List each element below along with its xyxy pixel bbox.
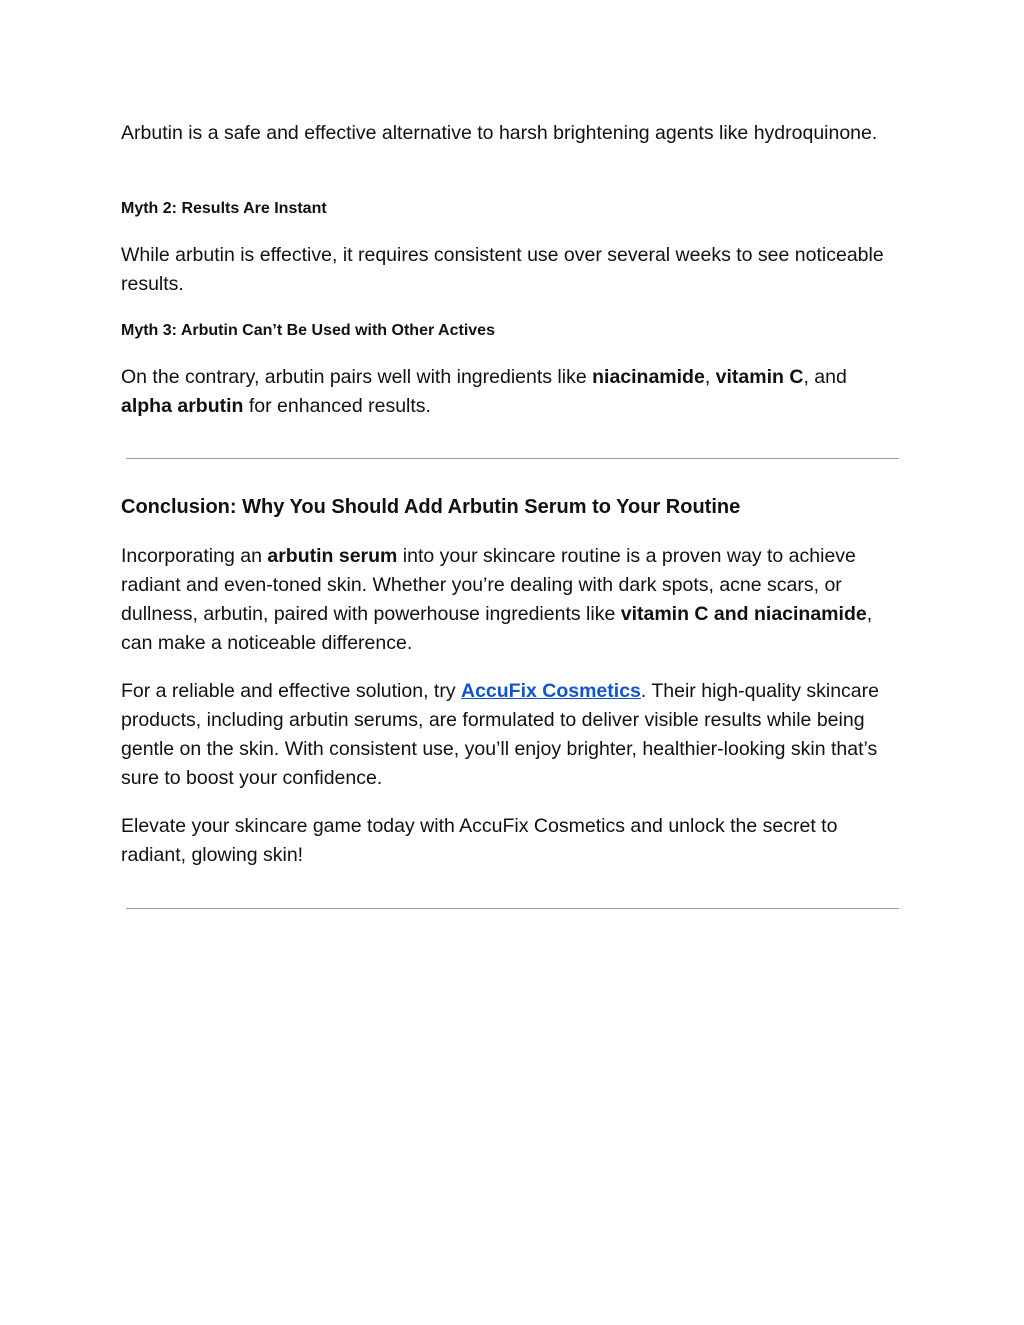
bold-alpha-arbutin: alpha arbutin [121, 395, 244, 417]
horizontal-rule [126, 908, 899, 909]
paragraph-arbutin-alternative: Arbutin is a safe and effective alternative to harsh brightening agents like hydroquinone. [121, 122, 878, 144]
text-run: Incorporating an [121, 545, 268, 567]
accufix-cosmetics-link[interactable]: AccuFix Cosmetics [460, 680, 641, 702]
text-run: For a reliable and effective solution, try [121, 680, 461, 702]
paragraph-conclusion-2 [121, 677, 901, 793]
paragraph-myth-2: While arbutin is effective, it requires consistent use over several weeks to see noticeable results. [121, 244, 884, 295]
paragraph-conclusion-3: Elevate your skincare game today with AccuFix Cosmetics and unlock the secret to radiant, glowing skin! [121, 815, 838, 866]
text-run: , can make a noticeable difference. [121, 603, 873, 654]
myth-2-heading: Myth 2: Results Are Instant [121, 200, 327, 217]
bold-niacinamide: niacinamide [592, 366, 705, 388]
conclusion-heading: Conclusion: Why You Should Add Arbutin Serum to Your Routine [121, 496, 741, 518]
text-run: , and [803, 366, 847, 388]
bold-vitamin-c: vitamin C [715, 366, 804, 388]
text-run: , [704, 366, 716, 388]
paragraph-conclusion-1 [121, 542, 901, 658]
text-run: On the contrary, arbutin pairs well with ingredients like [121, 366, 593, 388]
bold-vitamin-c-niacinamide: vitamin C and niacinamide [620, 603, 867, 625]
horizontal-rule [126, 458, 899, 459]
bold-arbutin-serum: arbutin serum [267, 545, 398, 567]
myth-3-heading: Myth 3: Arbutin Can’t Be Used with Other Actives [121, 322, 495, 339]
text-run: for enhanced results. [243, 395, 431, 417]
text-run: . Their high-quality skincare products, including arbutin serums, are formulated to deliver visible results while being gentle on the skin. With consistent use, you’ll enjoy brighter, healthier-looking skin that’s sure to boost your confidence. [121, 680, 879, 789]
text-run: into your skincare routine is a proven way to achieve radiant and even-toned skin. Whether you’re dealing with dark spots, acne scars, or dullness, arbutin, paired with powerhouse ingredients like [121, 545, 856, 625]
paragraph-myth-3 [121, 363, 901, 421]
